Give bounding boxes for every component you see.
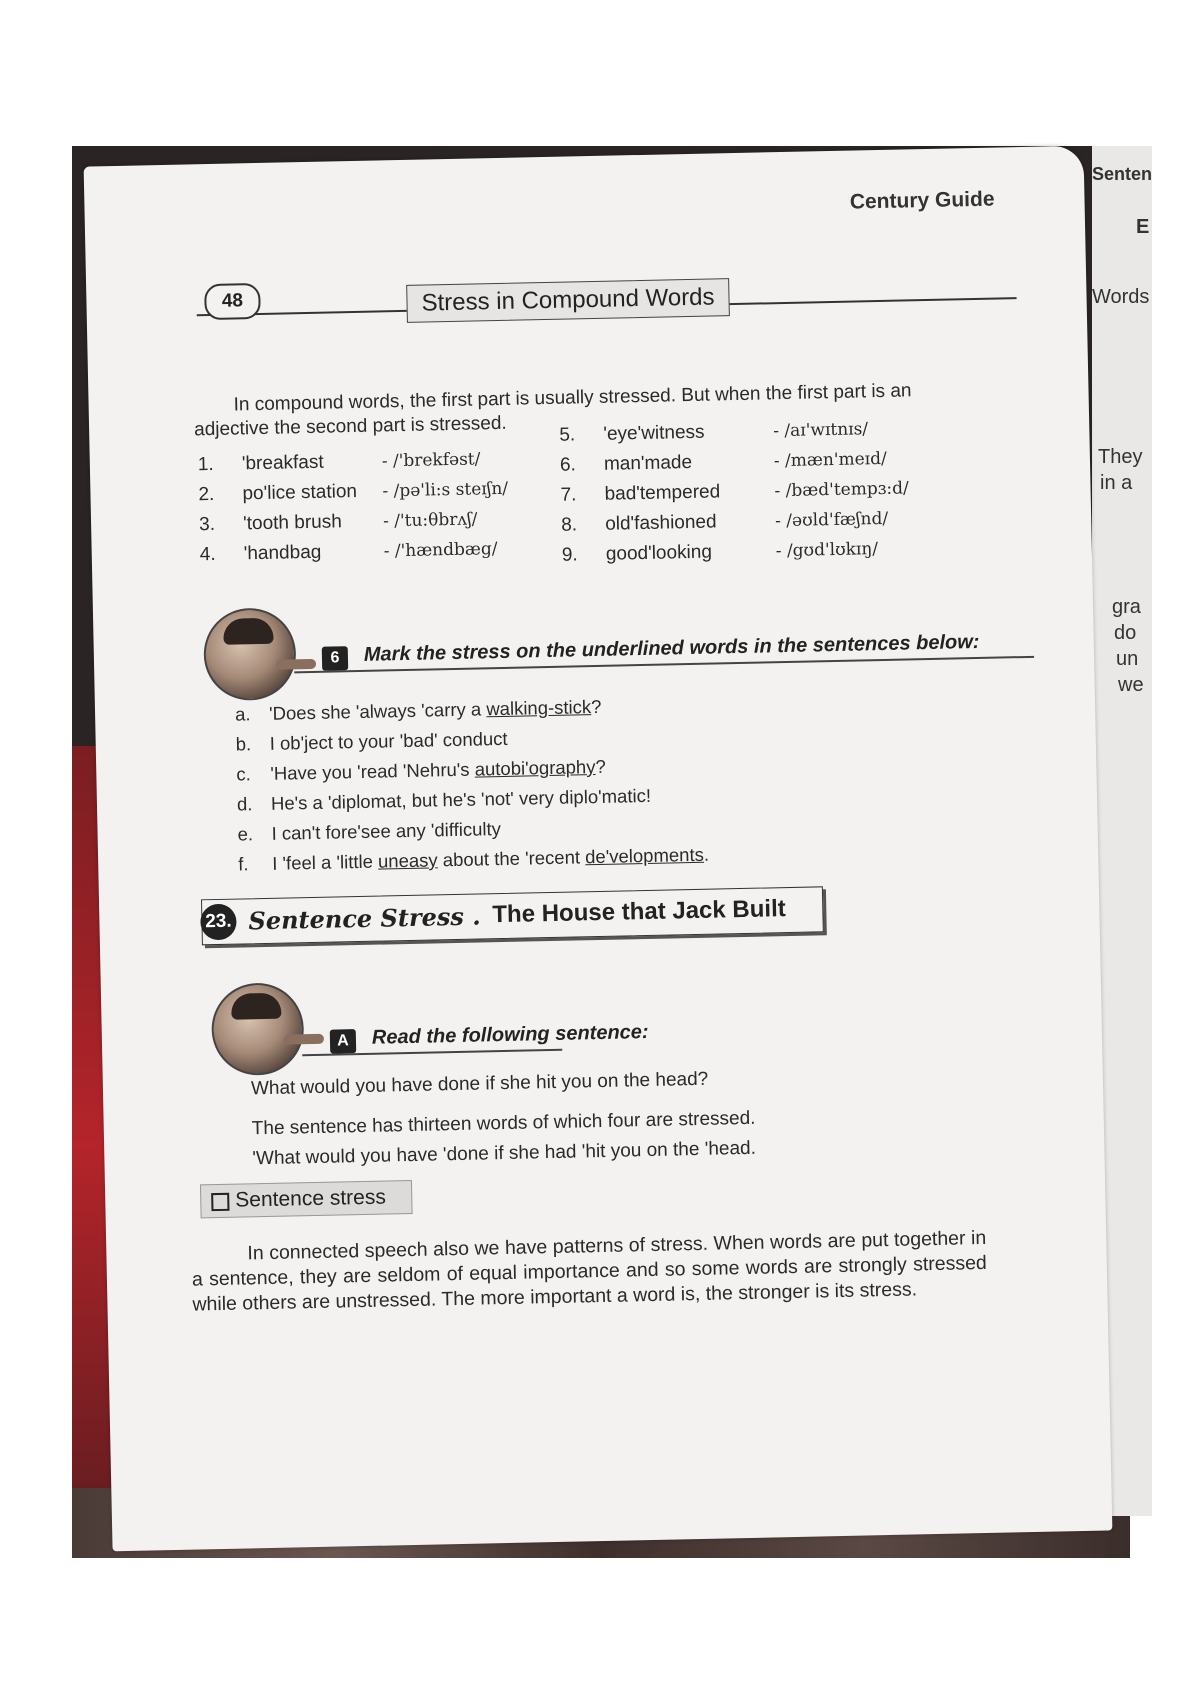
item-word: old'fashioned	[604, 511, 717, 535]
adjacent-fragment: Senten	[1092, 164, 1153, 184]
sentence-text: 'Have you 'read 'Nehru's	[270, 758, 475, 784]
list-item	[237, 785, 651, 816]
section-23a-header	[201, 967, 1042, 1065]
section-number: 23.	[200, 904, 237, 941]
item-number: 1.	[197, 453, 214, 476]
item-number: 2.	[198, 483, 215, 506]
photo-background	[72, 146, 1153, 1558]
teacher-avatar	[203, 607, 297, 701]
book-page	[84, 146, 1113, 1552]
item-ipa: - /gʊd'lʊkɪŋ/	[775, 539, 879, 562]
item-word: 'handbag	[243, 541, 322, 565]
item-number: 3.	[198, 513, 216, 536]
list-item	[237, 818, 501, 846]
intro-line: adjective the second part is stressed.	[193, 412, 507, 441]
book-title: Century Guide	[849, 187, 995, 214]
item-letter: e.	[237, 823, 254, 845]
page-number: 48	[204, 283, 261, 320]
adjacent-fragment: do	[1114, 622, 1137, 644]
section-23-header	[201, 886, 824, 945]
item-number: 6.	[559, 454, 577, 476]
item-ipa: - /pə'li:s steɪʃn/	[382, 478, 509, 502]
item-ipa: - /mæn'meɪd/	[773, 448, 887, 472]
adjacent-fragment: Words	[1092, 286, 1150, 308]
sentence-text: ?	[595, 755, 606, 778]
body-line: The sentence has thirteen words of which four are stressed.	[251, 1107, 756, 1140]
sentence-stress-paragraph	[191, 1226, 987, 1318]
item-ipa: - /əʊld'fæʃnd/	[774, 508, 889, 532]
exercise-6-header	[193, 592, 1034, 690]
list-item	[561, 508, 888, 537]
item-word: 'eye'witness	[603, 421, 705, 445]
adjacent-fragment: un	[1116, 648, 1139, 670]
item-number: 5.	[559, 424, 576, 446]
sentence-text: about the 'recent	[437, 846, 586, 871]
list-item	[235, 696, 602, 726]
exercise-badge: A	[330, 1029, 356, 1054]
item-number: 9.	[561, 544, 578, 566]
item-ipa: - /aɪ'wɪtnɪs/	[773, 419, 869, 442]
sentence-text: 'Does she 'always 'carry a	[268, 698, 487, 724]
list-item	[236, 728, 508, 756]
item-letter: d.	[236, 793, 253, 815]
list-item	[560, 448, 887, 477]
item-letter: a.	[234, 703, 251, 725]
section-subtitle: The House that Jack Built	[492, 895, 786, 929]
list-item	[198, 478, 508, 506]
sentence-text: I ob'ject to your 'bad' conduct	[269, 727, 508, 754]
item-word: good'looking	[605, 541, 713, 565]
sentence-text: .	[703, 843, 710, 865]
sentence-text: He's a 'diplomat, but he's 'not' very diplo'matic!	[270, 784, 652, 814]
list-item	[560, 477, 909, 506]
item-word: po'lice station	[242, 480, 358, 505]
underlined-word: autobi'ography	[474, 756, 596, 780]
item-letter: f.	[238, 853, 249, 875]
exercise-6-sentences	[234, 689, 935, 875]
list-item	[198, 448, 481, 476]
checkbox-icon	[211, 1193, 229, 1211]
exercise-badge: 6	[322, 646, 348, 671]
exercise-instruction: Mark the stress on the underlined words in the sentences below:	[363, 630, 980, 666]
list-item	[562, 538, 879, 567]
item-number: 7.	[560, 484, 577, 506]
section-title: Sentence Stress .	[248, 901, 481, 936]
item-word: 'breakfast	[241, 451, 324, 475]
item-number: 8.	[561, 514, 578, 536]
adjacent-fragment: we	[1118, 674, 1144, 696]
item-letter: b.	[235, 733, 252, 755]
item-number: 4.	[199, 543, 216, 566]
sentence-text: I 'feel a 'little	[272, 850, 379, 874]
intro-line: In compound words, the first part is usually stressed. But when the first part is an	[233, 380, 912, 416]
adjacent-fragment: E	[1136, 216, 1150, 238]
item-ipa: - /'brekfəst/	[381, 449, 481, 472]
sentence-text: ?	[590, 695, 602, 718]
section-title: Stress in Compound Words	[406, 278, 730, 323]
list-item	[238, 844, 709, 876]
exercise-instruction: Read the following sentence:	[371, 1020, 649, 1049]
sentence-text: I can't fore'see any 'difficulty	[271, 818, 502, 844]
item-word: man'made	[603, 451, 693, 475]
item-ipa: - /'hændbæg/	[383, 539, 498, 562]
subheading-label: Sentence stress	[235, 1185, 387, 1212]
list-item	[199, 508, 478, 536]
subheading-box	[200, 1180, 413, 1218]
adjacent-fragment: in a	[1100, 472, 1133, 494]
item-word: 'tooth brush	[242, 511, 343, 535]
item-word: bad'tempered	[604, 481, 721, 505]
teacher-avatar	[211, 982, 305, 1076]
stressed-sentence: 'What would you have 'done if she had 'hit you on the 'head.	[252, 1137, 757, 1170]
example-sentence: What would you have done if she hit you on the head?	[250, 1068, 709, 1100]
adjacent-fragment: gra	[1112, 596, 1141, 618]
underlined-word: de'velopments	[584, 843, 705, 868]
adjacent-fragment: They	[1098, 446, 1143, 468]
list-item	[200, 538, 498, 566]
list-item	[236, 756, 606, 786]
item-ipa: - /bæd'tempɜ:d/	[774, 478, 909, 502]
underlined-word: walking-stick	[486, 696, 592, 720]
item-ipa: - /'tu:θbrʌʃ/	[382, 509, 478, 532]
underlined-word: uneasy	[377, 849, 438, 872]
paragraph-text: In connected speech also we have patterns of stress. When words are put together in a sentence, they are seldom of equal importance and so some words are strongly stressed while others are unstressed. The more important a word is, the stronger is its stress.	[191, 1226, 987, 1316]
item-letter: c.	[236, 763, 251, 785]
